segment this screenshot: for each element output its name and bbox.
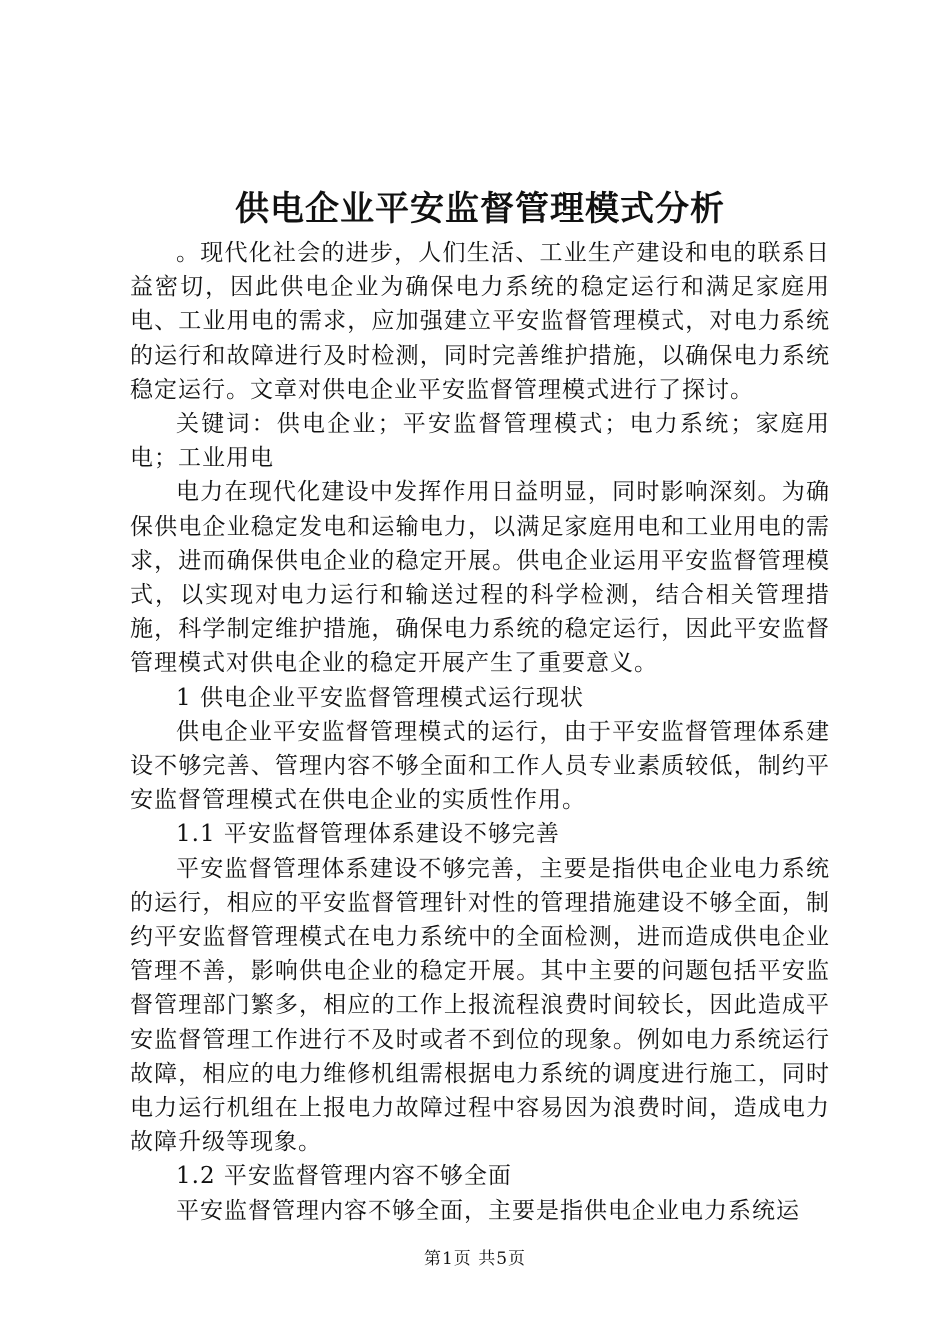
page-footer: 第1页 共5页 (423, 1249, 527, 1269)
abstract-paragraph: 。现代化社会的进步，人们生活、工业生产建设和电的联系日益密切，因此供电企业为确保电力系统的稳定运行和满足家庭用电、工业用电的需求，应加强建立平安监督管理模式，对电力系统的运行和故障进行及时检测，同时完善维护措施，以确保电力系统稳定运行。文章对供电企业平安监督管理模式进行了探讨。 (130, 240, 830, 403)
keywords-paragraph: 关键词：供电企业；平安监督管理模式；电力系统；家庭用电；工业用电 (130, 411, 830, 472)
section-1-paragraph: 供电企业平安监督管理模式的运行，由于平安监督管理体系建设不够完善、管理内容不够全面和工作人员专业素质较低，制约平安监督管理模式在供电企业的实质性作用。 (130, 718, 830, 814)
document-page (130, 186, 830, 1228)
intro-paragraph: 电力在现代化建设中发挥作用日益明显，同时影响深刻。为确保供电企业稳定发电和运输电力，以满足家庭用电和工业用电的需求，进而确保供电企业的稳定开展。供电企业运用平安监督管理模式，以实现对电力运行和输送过程的科学检测，结合相关管理措施，科学制定维护措施，确保电力系统的稳定运行，因此平安监督管理模式对供电企业的稳定开展产生了重要意义。 (130, 479, 830, 677)
section-1-2-paragraph: 平安监督管理内容不够全面，主要是指供电企业电力系统运 (176, 1197, 800, 1224)
section-1-2-heading: 1.2 平安监督管理内容不够全面 (176, 1163, 512, 1190)
section-1-1-paragraph: 平安监督管理体系建设不够完善，主要是指供电企业电力系统的运行，相应的平安监督管理针对性的管理措施建设不够全面，制约平安监督管理模式在电力系统中的全面检测，进而造成供电企业管理不善，影响供电企业的稳定开展。其中主要的问题包括平安监督管理部门繁多，相应的工作上报流程浪费时间较长，因此造成平安监督管理工作进行不及时或者不到位的现象。例如电力系统运行故障，相应的电力维修机组需根据电力系统的调度进行施工，同时电力运行机组在上报电力故障过程中容易因为浪费时间，造成电力故障升级等现象。 (130, 855, 830, 1156)
document-title: 供电企业平安监督管理模式分析 (235, 189, 725, 229)
section-1-1-heading: 1.1 平安监督管理体系建设不够完善 (176, 821, 560, 848)
section-1-heading: 1 供电企业平安监督管理模式运行现状 (176, 684, 584, 711)
